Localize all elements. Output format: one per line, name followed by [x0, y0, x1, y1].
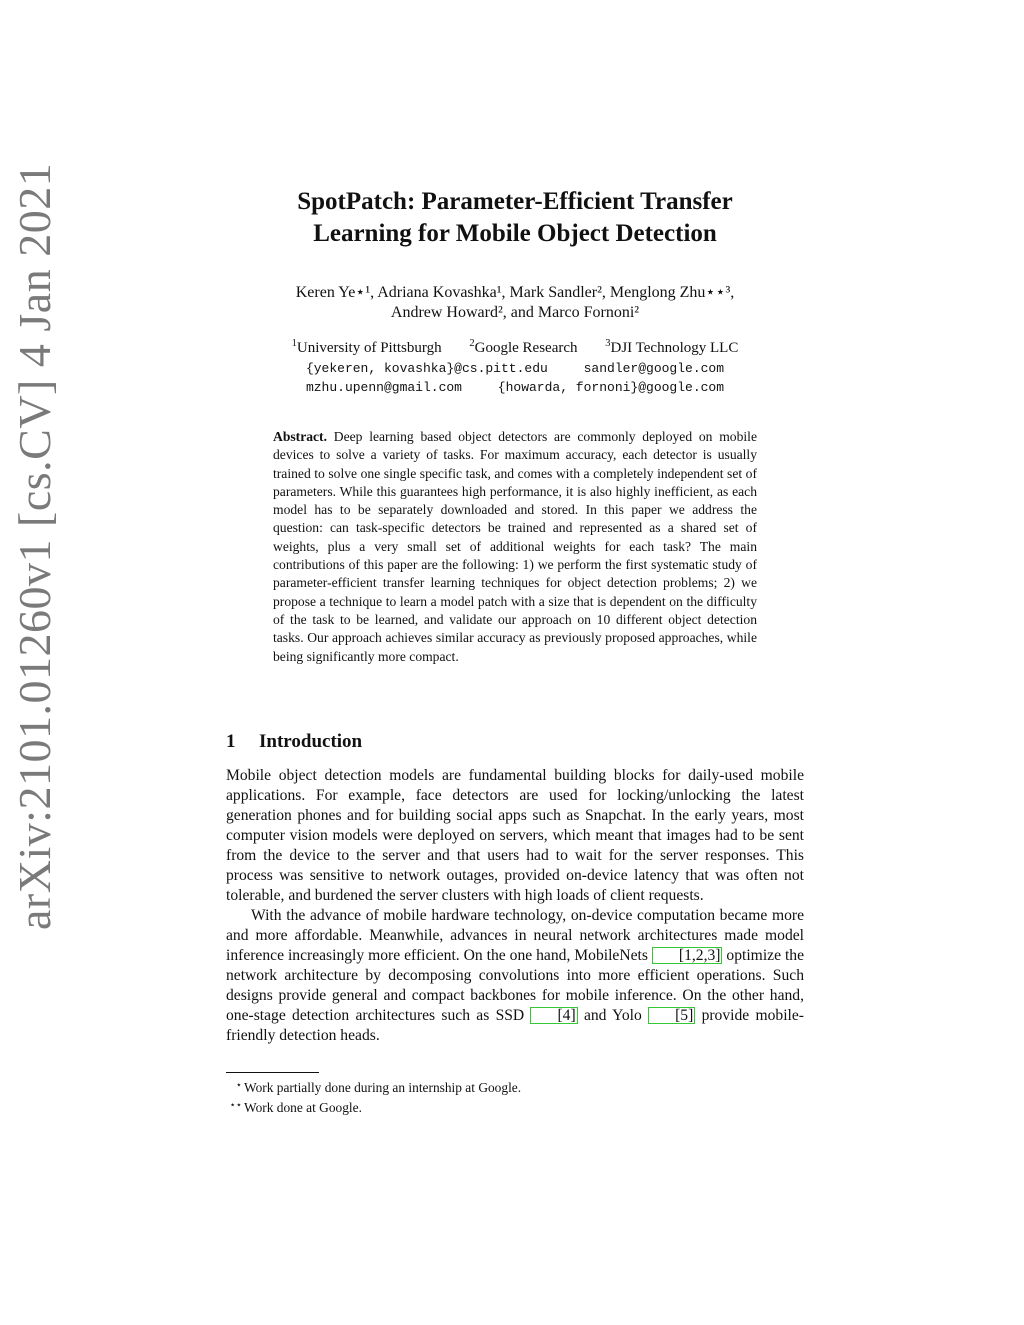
arxiv-sidebar	[8, 162, 60, 930]
citation-mobilenets[interactable]: [1,2,3]	[652, 947, 723, 964]
abstract	[273, 428, 757, 666]
section-body	[226, 766, 804, 1046]
paper-title	[226, 186, 804, 250]
section-heading	[226, 730, 804, 754]
title-line-2: Learning for Mobile Object Detection	[313, 220, 717, 247]
footnote-rule	[226, 1072, 319, 1073]
citation-yolo[interactable]: [5]	[648, 1007, 695, 1024]
abstract-label: Abstract.	[273, 429, 327, 444]
footnotes	[226, 1077, 804, 1117]
title-line-1: SpotPatch: Parameter-Efficient Transfer	[297, 188, 733, 215]
emails-line-2	[226, 378, 804, 397]
email-sandler: sandler@google.com	[583, 361, 725, 376]
affiliation-2: $^2$Google Research	[469, 338, 578, 356]
email-google: {howarda, fornoni}@google.com	[497, 380, 725, 395]
footnote-1: ⋆ Work partially done during an internship at Google.	[235, 1080, 522, 1095]
affiliation-3: $^3$DJI Technology LLC	[605, 338, 739, 356]
intro-paragraph-2: With the advance of mobile hardware technology, on-device computation became more and more affordable. Meanwhile, advances in neural network architectures made model inference increasingly more efficient. On the one hand, MobileNets [1,2,3] optimize the network architecture by decomposing convolutions into more efficient operations. Such designs provide general and compact backbones for mobile inference. On the other hand, one-stage detection architectures such as SSD [4] and Yolo [5] provide mobile-friendly detection heads.	[226, 907, 804, 1044]
author-list	[226, 283, 804, 323]
affiliations	[226, 339, 804, 357]
authors-line-1: Keren Ye⋆¹, Adriana Kovashka¹, Mark Sandler², Menglong Zhu⋆⋆³,	[295, 284, 735, 301]
section-number: 1	[226, 731, 236, 752]
email-pitt: {yekeren, kovashka}@cs.pitt.edu	[305, 361, 548, 376]
intro-paragraph-1: Mobile object detection models are fundamental building blocks for daily-used mobile applications. For example, face detectors are used for locking/unlocking the latest generation phones and for building social apps such as Snapchat. In the early years, most computer vision models were deployed on servers, which meant that images had to be sent from the device to the server and that users had to wait for the server responses. This process was sensitive to network outages, provided on-device latency that was often not tolerable, and burdened the server clusters with high loads of client requests.	[226, 767, 804, 904]
footnote-2: ⋆⋆ Work done at Google.	[229, 1100, 362, 1115]
emails-line-1	[226, 359, 804, 378]
author-emails	[226, 359, 804, 397]
affiliation-1: $^1$University of Pittsburgh	[291, 338, 442, 356]
section-title: Introduction	[259, 731, 363, 752]
email-mzhu: mzhu.upenn@gmail.com	[305, 380, 462, 395]
arxiv-id: arXiv:2101.01260v1 [cs.CV] 4 Jan 2021	[9, 162, 60, 930]
authors-line-2: Andrew Howard², and Marco Fornoni²	[390, 304, 640, 321]
abstract-text: Deep learning based object detectors are commonly deployed on mobile devices to solve a variety of tasks. For maximum accuracy, each detector is usually trained to solve one single specific task, and comes with a completely independent set of parameters. While this guarantees high performance, it is also highly inefficient, as each model has to be separately downloaded and stored. In this paper we address the question: can task-specific detectors be trained and represented as a shared set of weights, plus a very small set of additional weights for each task? The main contributions of this paper are the following: 1) we perform the first systematic study of parameter-efficient transfer learning techniques for object detection problems; 2) we propose a technique to learn a model patch with a size that is dependent on the difficulty of the task to be learned, and validate our approach on 10 different object detection tasks. Our approach achieves similar accuracy as previously proposed approaches, while being significantly more compact.	[273, 429, 757, 664]
citation-ssd[interactable]: [4]	[530, 1007, 577, 1024]
